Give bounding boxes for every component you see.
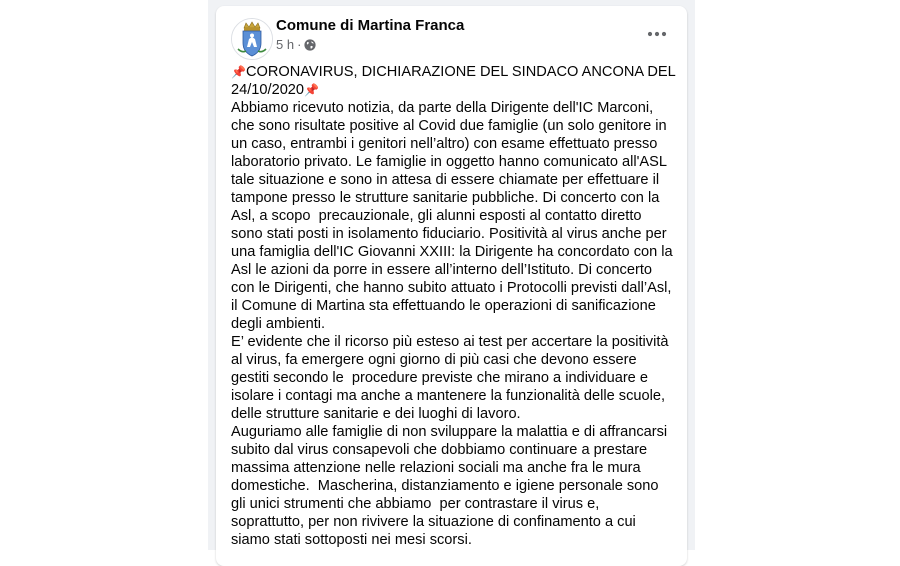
post-line: gestiti secondo le procedure previste che mirano a individuare e xyxy=(231,370,648,386)
post-meta xyxy=(276,37,316,52)
post-line: una famiglia dell'IC Giovanni XXIII: la Dirigente ha concordato con la xyxy=(231,244,673,260)
post-line: Auguriamo alle famiglie di non sviluppare la malattia e di affrancarsi xyxy=(231,424,668,440)
globe-icon[interactable] xyxy=(304,39,316,51)
post-line: che sono risultate positive al Covid due famiglie (un solo genitore in xyxy=(231,118,667,134)
post-line: siamo stati sottoposti nei mesi scorsi. xyxy=(231,532,472,548)
post-line: delle strutture sanitarie e dei luoghi di lavoro. xyxy=(231,406,521,422)
post-line: degli ambienti. xyxy=(231,316,326,332)
post-line: al virus, fa emergere ogni giorno di più casi che devono essere xyxy=(231,352,637,368)
post-line: massima attenzione nelle relazioni sociali ma anche fra le mura xyxy=(231,460,641,476)
pushpin-emoji: 📌 xyxy=(231,65,246,79)
pushpin-emoji: 📌 xyxy=(304,83,319,97)
post-line: soprattutto, per non rivivere la situazione di confinamento a cui xyxy=(231,514,636,530)
post-line-text: CORONAVIRUS, DICHIARAZIONE DEL SINDACO ANCONA DEL xyxy=(245,64,676,80)
post-line: un caso, entrambi i genitori nell’altro) con esame effettuato presso xyxy=(231,136,658,152)
more-options-button[interactable] xyxy=(643,22,671,46)
post-line: E’ evidente che il ricorso più esteso ai test per accertare la positività xyxy=(231,334,669,350)
post-line: isolare i contagi ma anche a mantenere la funzionalità delle scuole, xyxy=(231,388,666,404)
page-name-link[interactable]: Comune di Martina Franca xyxy=(276,17,465,34)
post-line: domestiche. Mascherina, distanziamento e igiene personale sono xyxy=(231,478,659,494)
post-timestamp[interactable]: 5 h xyxy=(276,37,295,52)
post-line: gli unici strumenti che abbiamo per contrastare il virus e, xyxy=(231,496,600,512)
coat-of-arms-icon xyxy=(232,19,272,59)
meta-separator: · xyxy=(297,37,302,52)
post-line: tampone presso le strutture sanitarie pubbliche. Di concerto con la xyxy=(231,190,660,206)
post-line: Abbiamo ricevuto notizia, da parte della Dirigente dell'IC Marconi, xyxy=(231,100,654,116)
post-card xyxy=(216,6,687,566)
post-line: tale situazione e sono in attesa di essere chiamate per effettuare il xyxy=(231,172,660,188)
post-line-text: 24/10/2020 xyxy=(231,82,305,98)
post-line: laboratorio privato. Le famiglie in oggetto hanno comunicato all'ASL xyxy=(231,154,668,170)
post-text xyxy=(231,63,676,549)
post-line: sono stati posti in isolamento fiduciario. Positività al virus anche per xyxy=(231,226,667,242)
more-options-icon xyxy=(647,31,667,37)
post-header xyxy=(216,6,687,62)
post-line: Asl le azioni da porre in essere all’interno dell’Istituto. Di concerto xyxy=(231,262,652,278)
post-line: Asl, a scopo precauzionale, gli alunni esposti al contatto diretto xyxy=(231,208,642,224)
post-line xyxy=(231,63,676,81)
post-line: con le Dirigenti, che hanno subito attuato i Protocolli previsti dall’Asl, xyxy=(231,280,672,296)
page-avatar[interactable] xyxy=(231,18,273,60)
post-line: subito dal virus consapevoli che dobbiamo continuare a prestare xyxy=(231,442,648,458)
post-line xyxy=(231,81,676,99)
post-line: il Comune di Martina sta effettuando le operazioni di sanificazione xyxy=(231,298,656,314)
